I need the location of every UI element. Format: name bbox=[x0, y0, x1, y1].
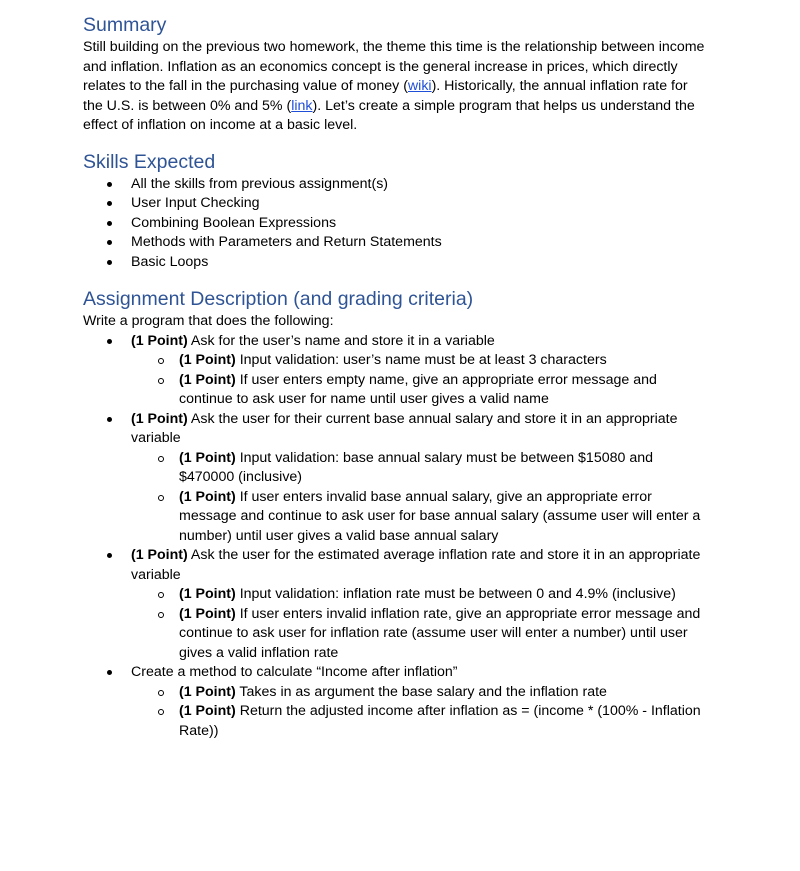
assignment-subitem bbox=[83, 605, 708, 664]
points-label: (1 Point) bbox=[179, 371, 236, 388]
assignment-subitem-text: Takes in as argument the base salary and the inflation rate bbox=[235, 683, 607, 700]
points-label: (1 Point) bbox=[179, 586, 236, 602]
wiki-link[interactable]: wiki bbox=[407, 78, 432, 94]
assignment-item bbox=[83, 410, 708, 547]
points-label: (1 Point) bbox=[179, 605, 236, 622]
summary-heading: Summary bbox=[83, 14, 167, 36]
points-label: (1 Point) bbox=[131, 332, 188, 349]
assignment-subitem bbox=[83, 371, 708, 410]
document-content bbox=[83, 12, 708, 741]
points-label: (1 Point) bbox=[179, 703, 236, 719]
inflation-rate-link[interactable]: link bbox=[291, 97, 313, 114]
points-label: (1 Point) bbox=[179, 449, 236, 466]
points-label: (1 Point) bbox=[131, 410, 188, 427]
assignment-subitem bbox=[83, 488, 708, 547]
summary-paragraph bbox=[83, 38, 708, 136]
assignment-item-text: Ask the user for the estimated average inflation rate and store it in an appropriate variable bbox=[131, 547, 701, 583]
summary-text-3: ). Let’s create a simple program that helps us understand the effect of inflation on income at a basic level. bbox=[83, 97, 695, 133]
assignment-item-text: Ask for the user’s name and store it in a variable bbox=[187, 332, 495, 349]
points-label: (1 Point) bbox=[179, 488, 236, 505]
assignment-sublist bbox=[131, 585, 708, 663]
summary-text-2: ). Historically, the annual inflation rate for the U.S. is between 0% and 5% ( bbox=[83, 78, 688, 114]
assignment-subitem-text: If user enters invalid base annual salary, give an appropriate error message and continue to ask user for base annual salary (assume user will enter a number) until user gives a valid base annual salary bbox=[179, 488, 701, 544]
assignment-subitem-text: If user enters empty name, give an appropriate error message and continue to ask user for name until user gives a valid name bbox=[179, 371, 657, 407]
assignment-subitem-text: Input validation: base annual salary must be between $15080 and $470000 (inclusive) bbox=[179, 449, 653, 485]
assignment-subitem bbox=[83, 702, 708, 741]
assignment-subitem bbox=[83, 351, 708, 371]
assignment-subitem bbox=[83, 585, 708, 605]
skills-heading: Skills Expected bbox=[83, 150, 216, 173]
skill-item: All the skills from previous assignment(s) bbox=[83, 175, 708, 195]
skill-item: Combining Boolean Expressions bbox=[83, 214, 708, 234]
skill-item: Basic Loops bbox=[83, 253, 708, 273]
assignment-item bbox=[83, 663, 708, 741]
assignment-list bbox=[83, 332, 708, 742]
assignment-sublist bbox=[131, 683, 708, 742]
assignment-subitem bbox=[83, 683, 708, 703]
skill-item: User Input Checking bbox=[83, 194, 708, 214]
skill-item: Methods with Parameters and Return Statements bbox=[83, 233, 708, 253]
points-label: (1 Point) bbox=[131, 547, 188, 563]
assignment-subitem-text: Input validation: user’s name must be at least 3 characters bbox=[235, 352, 607, 368]
skills-list bbox=[83, 175, 708, 273]
assignment-item-text: Create a method to calculate “Income after inflation” bbox=[131, 664, 458, 680]
summary-text-1: Still building on the previous two homework, the theme this time is the relationship between income and inflation. Inflation as an economics concept is the general increase in prices, which directly relates to the fall in the purchasing value of money ( bbox=[83, 39, 705, 94]
assignment-item bbox=[83, 332, 708, 410]
assignment-heading: Assignment Description (and grading criteria) bbox=[83, 288, 474, 310]
points-label: (1 Point) bbox=[179, 683, 236, 700]
assignment-sublist bbox=[131, 449, 708, 547]
assignment-subitem-text: If user enters invalid inflation rate, give an appropriate error message and continue to ask user for inflation rate (assume user will enter a number) until user gives a valid inflation rate bbox=[179, 605, 701, 661]
assignment-subitem-text: Return the adjusted income after inflation as = (income * (100% - Inflation Rate)) bbox=[179, 703, 701, 739]
assignment-sublist bbox=[131, 351, 708, 410]
points-label: (1 Point) bbox=[179, 352, 236, 368]
assignment-subitem-text: Input validation: inflation rate must be between 0 and 4.9% (inclusive) bbox=[235, 586, 676, 602]
assignment-item-text: Ask the user for their current base annual salary and store it in an appropriate variable bbox=[131, 410, 678, 446]
assignment-intro: Write a program that does the following: bbox=[83, 313, 334, 329]
assignment-subitem bbox=[83, 449, 708, 488]
assignment-item bbox=[83, 546, 708, 663]
